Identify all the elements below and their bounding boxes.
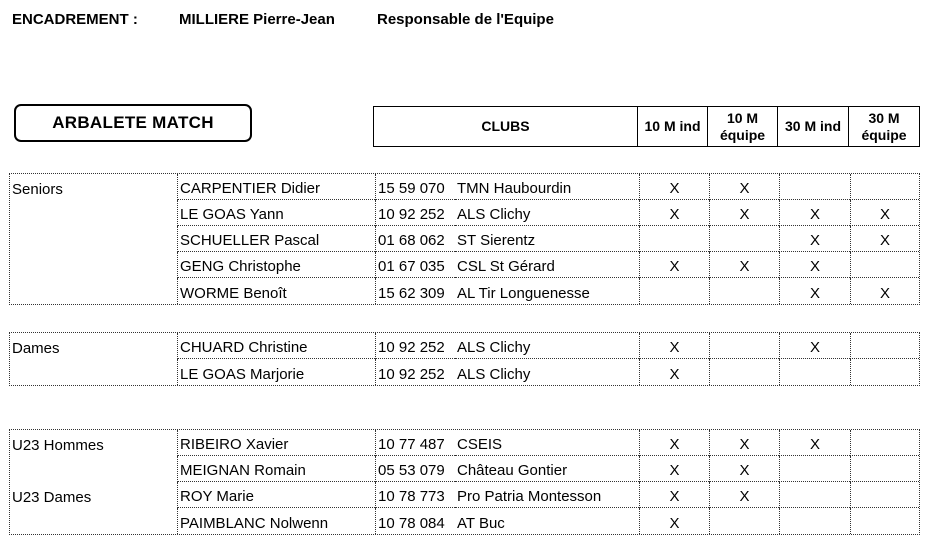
column-header-10m-ind: [638, 106, 708, 147]
mark-30m-ind: [779, 482, 850, 508]
mark-30m-ind: X: [779, 278, 850, 304]
column-header-10m-equipe: [708, 106, 778, 147]
mark-30m-ind: X: [779, 430, 850, 456]
encadrement-name: MILLIERE Pierre-Jean: [179, 11, 335, 28]
column-header-30m-ind-label: 30 M ind: [784, 118, 841, 134]
mark-10m-ind: [639, 278, 709, 304]
licence-cell: 10 78 084: [375, 508, 455, 534]
club-cell: Pro Patria Montesson: [455, 482, 639, 508]
mark-30m-equipe: [850, 252, 919, 278]
mark-30m-ind: X: [779, 226, 850, 252]
athlete-name-cell: CARPENTIER Didier: [177, 174, 375, 200]
discipline-title: ARBALETE MATCH: [14, 104, 252, 142]
mark-30m-ind: [779, 508, 850, 534]
mark-30m-equipe: [850, 430, 919, 456]
table-row: [10, 430, 919, 456]
mark-30m-equipe: [850, 174, 919, 200]
column-header-30m-equipe-line2: équipe: [861, 126, 907, 143]
club-cell: ALS Clichy: [457, 366, 531, 383]
mark-10m-equipe: [709, 508, 779, 534]
mark-10m-equipe: [709, 226, 779, 252]
licence-cell: 10 92 252: [375, 200, 455, 226]
mark-10m-equipe: [709, 359, 779, 385]
mark-10m-ind: X: [639, 508, 709, 534]
licence-cell: 01 68 062: [375, 226, 455, 252]
mark-30m-ind: [779, 456, 850, 482]
mark-30m-equipe: [850, 482, 919, 508]
table-row: [10, 278, 919, 304]
column-header-30m-equipe: [849, 106, 920, 147]
athlete-name-cell: LE GOAS Yann: [177, 200, 375, 226]
club-cell: AT Buc: [457, 515, 505, 532]
table-row: [10, 508, 919, 534]
mark-10m-ind: X: [639, 200, 709, 226]
category-cell: [10, 278, 177, 304]
column-header-10m-equipe-line1: 10 M: [726, 109, 759, 126]
table-row: [10, 200, 919, 226]
mark-30m-equipe: [850, 333, 919, 359]
club-cell: ST Sierentz: [455, 226, 639, 252]
mark-10m-equipe: X: [709, 174, 779, 200]
mark-10m-ind: X: [639, 333, 709, 359]
athlete-name-cell: WORME Benoît: [177, 278, 375, 304]
category-cell: Dames: [12, 340, 60, 357]
licence-cell: 10 77 487: [375, 430, 455, 456]
club-cell: TMN Haubourdin: [455, 174, 639, 200]
category-cell: Seniors: [12, 181, 63, 198]
mark-10m-equipe: X: [709, 252, 779, 278]
athlete-name-cell: RIBEIRO Xavier: [177, 430, 375, 456]
column-header-30m-equipe-line1: 30 M: [868, 109, 900, 126]
encadrement-label: ENCADREMENT :: [12, 11, 138, 28]
mark-30m-ind: X: [779, 333, 850, 359]
club-cell: ALS Clichy: [455, 333, 639, 359]
mark-30m-equipe: X: [850, 200, 919, 226]
category-cell: [10, 359, 177, 385]
licence-cell: 10 92 252: [375, 333, 455, 359]
category-section: [9, 429, 920, 535]
mark-30m-equipe: X: [850, 226, 919, 252]
club-cell: CSEIS: [455, 430, 639, 456]
athlete-name-cell: SCHUELLER Pascal: [177, 226, 375, 252]
club-cell: Château Gontier: [455, 456, 639, 482]
mark-10m-equipe: X: [709, 482, 779, 508]
licence-cell: 10 92 252: [375, 359, 455, 385]
club-cell: ALS Clichy: [455, 200, 639, 226]
column-header-clubs: [373, 106, 638, 147]
club-cell: AL Tir Longuenesse: [457, 285, 590, 302]
mark-30m-equipe: [850, 508, 919, 534]
athlete-name-cell: LE GOAS Marjorie: [177, 359, 375, 385]
category-cell: [10, 252, 177, 278]
mark-10m-ind: X: [639, 252, 709, 278]
column-header-30m-ind: [778, 106, 849, 147]
table-row: [10, 226, 919, 252]
mark-30m-equipe: X: [850, 278, 919, 304]
athlete-name-cell: PAIMBLANC Nolwenn: [177, 508, 375, 534]
table-row: [10, 174, 919, 200]
mark-30m-ind: X: [779, 252, 850, 278]
category-section: [9, 173, 920, 305]
mark-10m-equipe: X: [709, 456, 779, 482]
mark-10m-ind: [639, 226, 709, 252]
mark-10m-ind: X: [639, 174, 709, 200]
mark-10m-equipe: X: [709, 200, 779, 226]
table-row: [10, 482, 919, 508]
licence-cell: 15 62 309: [375, 278, 455, 304]
mark-10m-equipe: [709, 278, 779, 304]
licence-cell: 01 67 035: [375, 252, 455, 278]
column-header-10m-ind-label: 10 M ind: [644, 118, 701, 134]
mark-10m-ind: X: [639, 456, 709, 482]
licence-cell: 05 53 079: [375, 456, 455, 482]
mark-30m-ind: X: [779, 200, 850, 226]
category-cell: [10, 200, 177, 226]
category-section: [9, 332, 920, 386]
mark-10m-equipe: [709, 333, 779, 359]
category-cell: [10, 456, 177, 482]
mark-30m-ind: [779, 174, 850, 200]
licence-cell: 10 78 773: [375, 482, 455, 508]
athlete-name-cell: MEIGNAN Romain: [177, 456, 375, 482]
mark-10m-ind: X: [639, 359, 709, 385]
mark-30m-equipe: [850, 456, 919, 482]
licence-cell: 15 59 070: [375, 174, 455, 200]
athlete-name-cell: GENG Christophe: [177, 252, 375, 278]
category-cell: [10, 226, 177, 252]
mark-10m-ind: X: [639, 482, 709, 508]
athlete-name-cell: ROY Marie: [177, 482, 375, 508]
mark-30m-equipe: [850, 359, 919, 385]
table-row: [10, 359, 919, 385]
column-header-clubs-label: CLUBS: [481, 118, 530, 134]
category-cell: [10, 508, 177, 534]
table-row: [10, 333, 919, 359]
table-row: [10, 252, 919, 278]
encadrement-role: Responsable de l'Equipe: [377, 11, 554, 28]
mark-10m-ind: X: [639, 430, 709, 456]
club-cell: CSL St Gérard: [455, 252, 639, 278]
category-cell: U23 Dames: [12, 489, 92, 506]
table-row: [10, 456, 919, 482]
category-cell: U23 Hommes: [12, 437, 104, 454]
column-header-10m-equipe-line2: équipe: [719, 126, 766, 143]
mark-30m-ind: [779, 359, 850, 385]
mark-10m-equipe: X: [709, 430, 779, 456]
athlete-name-cell: CHUARD Christine: [177, 333, 375, 359]
